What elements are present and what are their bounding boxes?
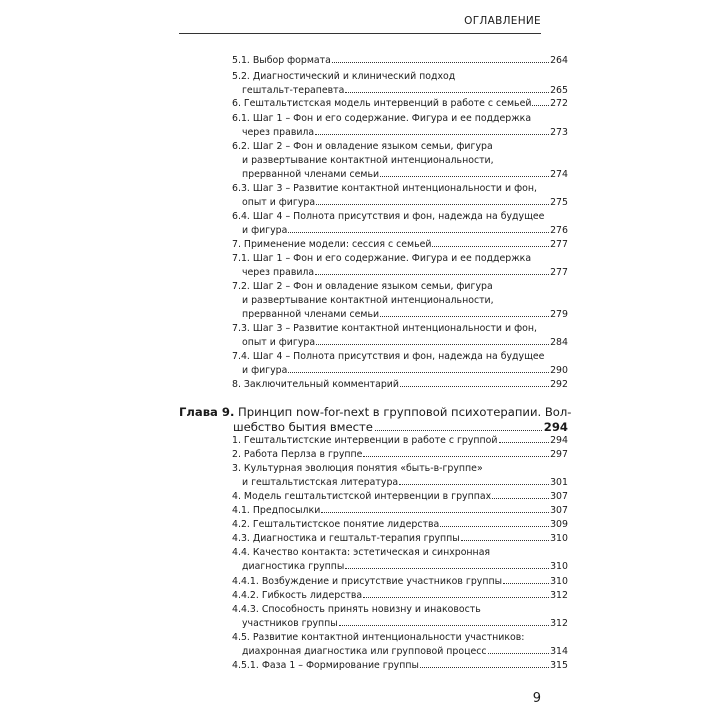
toc-entry: 7.1. Шаг 1 – Фон и его содержание. Фигура и ее поддержка через правила 277 bbox=[232, 253, 568, 278]
toc-entry: 6.1. Шаг 1 – Фон и его содержание. Фигура и ее поддержка через правила 273 bbox=[232, 113, 568, 138]
toc-entry: 4.4.1. Возбуждение и присутствие участников группы 310 bbox=[232, 576, 568, 587]
toc-entry: 4.4.3. Способность принять новизну и инаковость участников группы 312 bbox=[232, 604, 568, 629]
toc-entry: 6.4. Шаг 4 – Полнота присутствия и фон, надежда на будущее и фигура 276 bbox=[232, 211, 568, 236]
toc-entry: 4.4.2. Гибкость лидерства 312 bbox=[232, 590, 568, 601]
toc-entry: 4.2. Гештальтистское понятие лидерства 309 bbox=[232, 519, 568, 530]
chapter-heading bbox=[179, 405, 572, 435]
toc-entry: 1. Гештальтистские интервенции в работе с группой 294 bbox=[232, 435, 568, 446]
header-rule bbox=[179, 33, 541, 34]
chapter-label: Глава 9. bbox=[179, 405, 235, 419]
toc-entry: 7.3. Шаг 3 – Развитие контактной интенциональности и фон, опыт и фигура 284 bbox=[232, 323, 568, 348]
toc-entry: 8. Заключительный комментарий 292 bbox=[232, 379, 568, 390]
toc-entry: 4.1. Предпосылки 307 bbox=[232, 505, 568, 516]
toc-entry: 7.2. Шаг 2 – Фон и овладение языком семьи, фигура и развертывание контактной интенциональности, прерванной членами семьи 279 bbox=[232, 281, 568, 320]
toc-entry: 2. Работа Перлза в группе 297 bbox=[232, 449, 568, 460]
toc-entry: 4.3. Диагностика и гештальт-терапия группы 310 bbox=[232, 533, 568, 544]
chapter-title-cont: шебство бытия вместе bbox=[233, 420, 373, 434]
toc-entry: 7.4. Шаг 4 – Полнота присутствия и фон, надежда на будущее и фигура 290 bbox=[232, 351, 568, 376]
toc-entry: 3. Культурная эволюция понятия «быть-в-группе» и гештальтистская литература 301 bbox=[232, 463, 568, 488]
toc-entry: 6.2. Шаг 2 – Фон и овладение языком семьи, фигура и развертывание контактной интенциональности, прерванной членами семьи 274 bbox=[232, 141, 568, 180]
running-header-title: ОГЛАВЛЕНИЕ bbox=[464, 15, 541, 27]
toc-entry: 5.2. Диагностический и клинический подход гештальт-терапевта 265 bbox=[232, 71, 568, 96]
page-number: 9 bbox=[532, 691, 541, 706]
toc-entry: 7. Применение модели: сессия с семьей 277 bbox=[232, 239, 568, 250]
toc-entry: 4.4. Качество контакта: эстетическая и синхронная диагностика группы 310 bbox=[232, 547, 568, 572]
toc-entry: 4.5. Развитие контактной интенциональности участников: диахронная диагностика или групповой процесс 314 bbox=[232, 632, 568, 657]
toc-entry: 4. Модель гештальтистской интервенции в группах 307 bbox=[232, 491, 568, 502]
toc-entry: 5.1. Выбор формата 264 bbox=[232, 55, 568, 66]
toc-entry: 6.3. Шаг 3 – Развитие контактной интенциональности и фон, опыт и фигура 275 bbox=[232, 183, 568, 208]
chapter-title: Принцип now-for-next в групповой психотерапии. Вол- bbox=[234, 405, 572, 419]
toc-entry: 4.5.1. Фаза 1 – Формирование группы 315 bbox=[232, 660, 568, 671]
chapter-page: 294 bbox=[543, 420, 568, 434]
toc-entry: 6. Гештальтистская модель интервенций в работе с семьей 272 bbox=[232, 98, 568, 109]
